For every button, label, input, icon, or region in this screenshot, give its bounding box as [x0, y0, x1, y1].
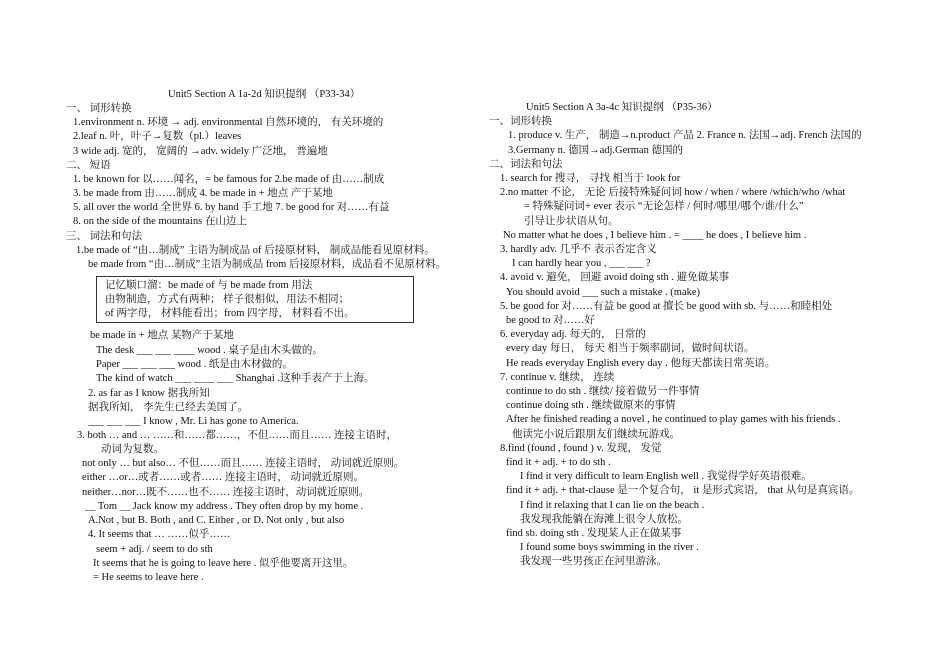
- right-line: 引导让步状语从句。: [524, 216, 619, 227]
- right-line: 6. everyday adj. 每天的， 日常的: [500, 329, 646, 340]
- left-line: 1.be made of “由…制成” 主语为制成品 of 后接原材料， 制成品能看见原材料。: [76, 245, 435, 256]
- memo-line: 记忆顺口溜：be made of 与 be made from 用法: [105, 280, 313, 291]
- right-line: continue to do sth . 继续/ 接着做另一件事情: [506, 386, 700, 397]
- right-line: I found some boys swimming in the river .: [520, 542, 699, 553]
- left-line: not only … but also… 不但……而且…… 连接主语时， 动词就近原则。: [82, 458, 405, 469]
- right-line: 5. be good for 对……有益 be good at 擅长 be good with sb. 与……和睦相处: [500, 301, 833, 312]
- left-line: 1. be known for 以……闻名，= be famous for 2.be made of 由……制成: [73, 174, 385, 185]
- left-title: Unit5 Section A 1a-2d 知识提纲 （P33-34）: [168, 89, 361, 100]
- right-exercise: You should avoid ___ such a mistake . (make): [506, 287, 701, 298]
- left-exercise: __ Tom __ Jack know my address . They often drop by my home .: [85, 501, 364, 512]
- left-line: either …or…或者……或者…… 连接主语时， 动词就近原则。: [82, 472, 365, 483]
- right-line: I find it very difficult to learn English well . 我觉得学好英语很难。: [520, 471, 812, 482]
- left-line: neither…nor…既不……也不…… 连接主语时，动词就近原则。: [82, 487, 370, 498]
- left-exercise: The desk ___ ___ ____ wood . 桌子是由木头做的。: [96, 345, 323, 356]
- right-line: find sb. doing sth . 发现某人正在做某事: [506, 528, 682, 539]
- left-line: 2. as far as I know 据我所知: [88, 388, 210, 399]
- left-line: 动词为复数。: [101, 444, 164, 455]
- right-line: continue doing sth . 继续做原来的事情: [506, 400, 676, 411]
- right-line: 2.no matter 不论， 无论 后接特殊疑问词 how / when / where /which/who /what: [500, 187, 846, 198]
- right-line: every day 每日， 每天 相当于频率副词，做时间状语。: [506, 343, 755, 354]
- right-section-1-heading: 一、词形转换: [489, 116, 552, 127]
- right-line: 8.find (found , found ) v. 发现， 发觉: [500, 443, 662, 454]
- left-line: be made from “由…制成”主语为制成品 from 后接原材料，成品看不见原材料。: [88, 259, 447, 270]
- right-line: find it + adj. + to do sth .: [506, 457, 611, 468]
- memory-rhyme-box: [96, 276, 414, 323]
- left-section-3-heading: 三、 词法和句法: [66, 231, 143, 242]
- left-line: 3 wide adj. 宽的， 宽阔的 →adv. widely 广泛地， 普遍地: [73, 146, 328, 157]
- memo-line: of 两字母， 材料能看出；from 四字母， 材料看不出。: [105, 308, 355, 319]
- left-line: = He seems to leave here .: [93, 572, 204, 583]
- left-line: 4. It seems that … ……似乎……: [88, 529, 231, 540]
- left-line: 5. all over the world 全世界 6. by hand 手工地 7. be good for 对……有益: [73, 202, 390, 213]
- right-line: 7. continue v. 继续， 连续: [500, 372, 615, 383]
- right-exercise: I can hardly hear you , ___ ___ ?: [512, 258, 651, 269]
- left-line: 据我所知， 李先生已经去美国了。: [88, 402, 249, 413]
- left-line: 3. be made from 由……制成 4. be made in + 地点 产于某地: [73, 188, 333, 199]
- left-line: 1.environment n. 环境 → adj. environmental 自然环境的， 有关环境的: [73, 117, 384, 128]
- left-line: 3. both … and … ……和……都……，不但……而且…… 连接主语时，: [77, 430, 397, 441]
- right-line: 3.Germany n. 德国→adj.German 德国的: [508, 145, 683, 156]
- left-section-2-heading: 二、 短语: [66, 160, 111, 171]
- right-line: 他读完小说后跟朋友们继续玩游戏。: [512, 429, 680, 440]
- left-line: It seems that he is going to leave here . 似乎他要离开这里。: [93, 558, 354, 569]
- right-line: 我发现一些男孩正在河里游泳。: [520, 556, 667, 567]
- left-line: seem + adj. / seem to do sth: [96, 544, 213, 555]
- right-line: 3. hardly adv. 几乎不 表示否定含义: [500, 244, 657, 255]
- right-line: find it + adj. + that-clause 是一个复合句， it 是形式宾语， that 从句是真宾语。: [506, 485, 860, 496]
- left-exercise-options: A.Not , but B. Both , and C. Either , or D. Not only , but also: [88, 515, 345, 526]
- memo-line: 由物制造，方式有两种； 样子很相似，用法不相同；: [105, 294, 350, 305]
- left-line: 2.leaf n. 叶，叶子→复数（pl.）leaves: [73, 131, 242, 142]
- right-line: 4. avoid v. 避免， 回避 avoid doing sth . 避免做某事: [500, 272, 730, 283]
- left-exercise: ___ ___ ___ I know , Mr. Li has gone to America.: [88, 416, 299, 427]
- right-line: I find it relaxing that I can lie on the beach .: [520, 500, 705, 511]
- left-line: be made in + 地点 某物产于某地: [90, 330, 234, 341]
- right-line: = 特殊疑问词+ ever 表示 “无论怎样 / 何时/哪里/哪个/谁/什么”: [524, 201, 804, 212]
- left-exercise: Paper ___ ___ ___ wood . 纸是由木材做的。: [96, 359, 293, 370]
- left-section-1-heading: 一、 词形转换: [66, 103, 132, 114]
- left-exercise: The kind of watch ___ ____ ___ Shanghai .这种手表产于上海。: [96, 373, 375, 384]
- right-section-2-heading: 二、词法和句法: [489, 159, 563, 170]
- right-line: After he finished reading a novel , he continued to play games with his friends .: [506, 414, 841, 425]
- right-line: 我发现我能躺在海滩上很令人放松。: [520, 514, 688, 525]
- left-line: 8. on the side of the mountains 在山边上: [73, 216, 247, 227]
- right-exercise: No matter what he does , I believe him . = ____ he does , I believe him .: [503, 230, 807, 241]
- right-line: 1. produce v. 生产， 制造→n.product 产品 2. France n. 法国→adj. French 法国的: [508, 130, 862, 141]
- right-line: be good to 对……好: [506, 315, 595, 326]
- right-line: He reads everyday English every day . 他每天都读日常英语。: [506, 358, 776, 369]
- right-line: 1. search for 搜寻， 寻找 相当于 look for: [500, 173, 681, 184]
- right-title: Unit5 Section A 3a-4c 知识提纲 （P35-36）: [526, 102, 718, 113]
